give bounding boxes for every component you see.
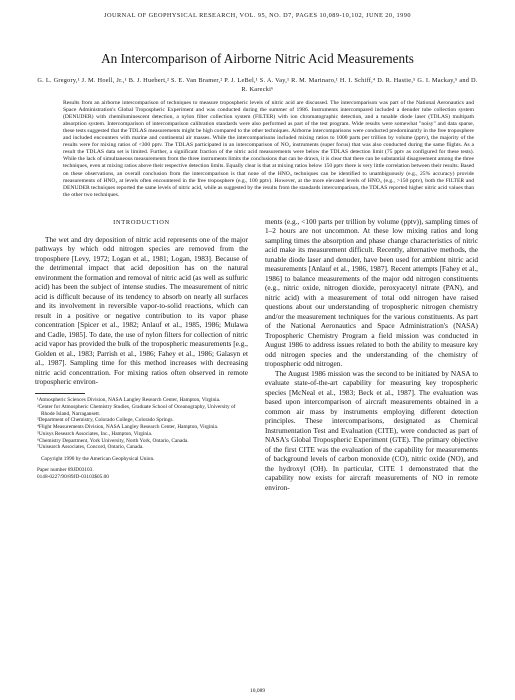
body-paragraph: The wet and dry deposition of nitric acid represents one of the major pathways by which odd nitrogen species are removed from the troposphere [Levy, 1972; Logan et al., 1981; Logan, 1983]. Because of the detrimental impact that acid deposition has on the natural environment the formation and removal of nitric acid (as well as sulfuric acid) has been the subject of intense studies. The measurement of nitric acid is difficult because of its tendency to absorb on nearly all surfaces and its involvement in reversible vapor-to-solid reactions, which can result in a positive or negative contribution to its vapor phase concentration [Spicer et al., 1982; Anlauf et al., 1985, 1986; Mulawa and Cadle, 1985]. To date, the use of nylon filters for collection of nitric acid vapor has provided the bulk of the tropospheric measurements [e.g., Golden et al., 1983; Parrish et al., 1986; Fahey et al., 1986; Galasyn et al., 1987]. Sampling time for this method increases with decreasing nitric acid concentration. For mixing ratios often observed in remote tropospheric environ- bbox=[35, 234, 248, 387]
copyright-notice: Copyright 1990 by the American Geophysical Union. bbox=[41, 456, 155, 463]
footnote: ⁶Chemistry Department, York University, North York, Ontario, Canada. bbox=[37, 437, 189, 444]
paper-number: Paper number 89JD03103. bbox=[37, 467, 94, 474]
footnote: ⁴Flight Measurements Division, NASA Langley Research Center, Hampton, Virginia. bbox=[37, 424, 219, 431]
author-list: G. L. Gregory,¹ J. M. Hoell, Jr.,¹ B. J. Huebert,² S. E. Van Bramer,² P. J. LeBel,¹ S. A. Vay,¹ R. M. Marinaro,¹ H. I. Schiff,⁴ D. R. Hastie,⁵ G. I. Mackay,⁵ and D. R. Karecki⁶ bbox=[37, 77, 478, 94]
footnote: ⁷Unisearch Associates, Concord, Ontario, Canada. bbox=[37, 444, 144, 451]
right-column bbox=[265, 217, 478, 493]
body-columns bbox=[35, 217, 480, 493]
journal-header: JOURNAL OF GEOPHYSICAL RESEARCH, VOL. 95, NO. D7, PAGES 10,089-10,102, JUNE 20, 1990 bbox=[104, 12, 411, 19]
footnote: ²Center for Atmospheric Chemistry Studies, Graduate School of Oceanography, University of Rhode Island, Narragansett. bbox=[37, 403, 236, 417]
issn-code: 0148-0227/90/89JD-03103$05.00 bbox=[37, 473, 109, 480]
paper-title: An Intercomparison of Airborne Nitric Acid Measurements bbox=[101, 51, 414, 66]
left-column bbox=[35, 217, 248, 493]
footnote: ³Department of Chemistry, Colorado College, Colorado Springs. bbox=[37, 417, 174, 424]
body-paragraph: The August 1986 mission was the second to be initiated by NASA to evaluate state-of-the-art capability for measuring key tropospheric species [McNeal et al., 1983; Beck et al., 1987]. The evaluation was based upon intercomparison of aircraft measurements obtained in a common air mass by instruments employing different detection principles. These intercomparisons, designated as Chemical Instrumentation Test and Evaluation (CITE), were conducted as part of NASA's Global Tropospheric Experiment (GTE). The primary objective of the first CITE was the evaluation of the capability for measurements of background levels of carbon monoxide (CO), nitric oxide (NO), and the hydroxyl (OH). In particular, CITE 1 demonstrated that the capability now exists for aircraft measurements of NO in remote environ- bbox=[265, 368, 478, 492]
footnote: ⁵Unisys Research Associates, Inc., Hampton, Virginia. bbox=[37, 430, 153, 437]
footnote: ¹Atmospheric Sciences Division, NASA Langley Research Center, Hampton, Virginia. bbox=[37, 396, 221, 403]
footnote-rule bbox=[35, 393, 85, 394]
body-paragraph: ments (e.g., <100 parts per trillion by volume (pptv)), sampling times of 1–2 hours are not uncommon. At these low mixing ratios and long sampling times the absorption and phase change characteristics of nitric acid make its measurement difficult. Recently, alternative methods, the tunable diode laser and denuder, have been used for ambient nitric acid measurements [Anlauf et al., 1986, 1987]. Recent attempts [Fahey et al., 1986] to balance measurements of the major odd nitrogen constituents (e.g., nitric oxide, nitrogen dioxide, peroxyacetyl nitrate (PAN), and nitric acid) with a measurement of total odd nitrogen have raised questions about our understanding of tropospheric nitrogen chemistry and/or the measurement techniques for the various constituents. As part of the National Aeronautics and Space Administration's (NASA) Tropospheric Chemistry Program a field mission was conducted in August 1986 to address issues related to both the ability to measure key odd nitrogen species and the understanding of the chemistry of tropospheric odd nitrogen. bbox=[265, 216, 478, 369]
section-heading-introduction: INTRODUCTION bbox=[113, 218, 170, 226]
abstract: Results from an airborne intercomparison of techniques to measure tropospheric levels of nitric acid are discussed. The intercomparison was part of the National Aeronautics and Space Administration's Global Tropospheric Experiment and was conducted during the summer of 1986. Instruments intercompared included a denuder tube collection system (DENUDER) with chemiluminescent detection, a nylon filter collection system (FILTER) with ion chromatographic detection, and a tunable diode laser (TDLAS) multipath absorption system. Intercomparison of intercomparison calibration standards were also performed as part of the test program. Wide results were somewhat "noisy" and data sparse, these tests suggested that the TDLAS measurements might be high compared to the other techniques. Airborne intercomparisons were conducted predominantly in the free troposphere and included encounters with marine and continental air masses. While the intercomparisons included mixing ratios to 1000 parts per trillion by volume (pptv), the majority of the results were for mixing ratios of <300 pptv. The TDLAS participated in an intercomparison of NO₂ instruments (super focus) that was also conducted during the same flights. As a result the TDLAS data set is limited. Further, a significant fraction of the nitric acid measurements were below the TDLAS detection limit (75 pptv as configured for these tests). While the lack of simultaneous measurements from the three instruments limits the conclusions that can be drawn, it is clear that there can be substantial disagreement among the three techniques, even at mixing ratios above their respective detection limits. Equally clear is that at mixing ratios below 150 pptv there is very little correlation between their results. Based on these observations, an overall conclusion from the intercomparison is that none of the HNO₃ techniques can be identified to unambiguously (e.g., 25% accuracy) provide measurements of HNO₃ at levels often encountered in the free troposphere (e.g., 100 pptv). However, at the more elevated levels of HNO₃ (e.g., >150 pptv), both the FILTER and DENUDER techniques reported the same levels of nitric acid, while as suggested by the results from the standards intercomparison, the TDLAS reported higher nitric acid values than the other two techniques. bbox=[63, 99, 474, 198]
page-number: 10,089 bbox=[249, 688, 266, 694]
